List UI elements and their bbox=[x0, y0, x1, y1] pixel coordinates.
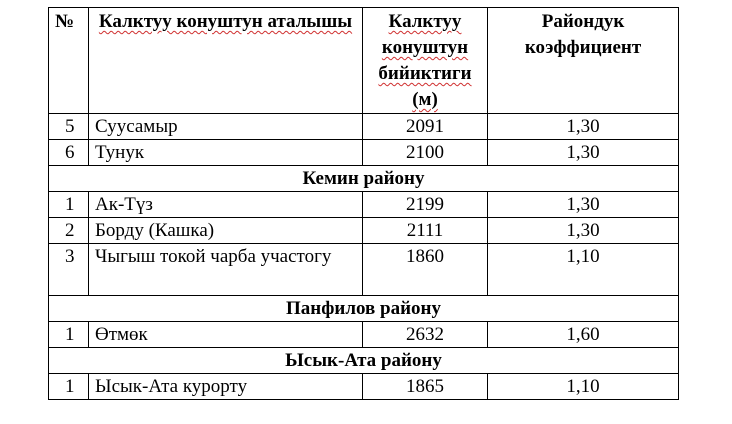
header-settlement-height-text: Калктуу конуштун бийиктиги (м) bbox=[378, 11, 472, 110]
header-settlement-height bbox=[363, 8, 488, 114]
district-header-row bbox=[49, 348, 679, 374]
header-number: № bbox=[49, 8, 89, 114]
row-settlement-name: Ак-Түз bbox=[89, 192, 363, 218]
row-settlement-name: Чыгыш токой чарба участогу bbox=[89, 244, 363, 296]
row-settlement-name: Өтмөк bbox=[89, 322, 363, 348]
district-name: Панфилов району bbox=[49, 296, 679, 322]
row-number: 3 bbox=[49, 244, 89, 296]
row-number: 1 bbox=[49, 192, 89, 218]
row-coefficient: 1,30 bbox=[488, 140, 679, 166]
row-coefficient: 1,30 bbox=[488, 114, 679, 140]
table-row bbox=[49, 244, 679, 296]
row-height: 1865 bbox=[363, 374, 488, 400]
row-height: 2632 bbox=[363, 322, 488, 348]
table-header-row bbox=[49, 8, 679, 114]
row-height: 1860 bbox=[363, 244, 488, 296]
row-height: 2091 bbox=[363, 114, 488, 140]
row-height: 2199 bbox=[363, 192, 488, 218]
row-settlement-name: Борду (Кашка) bbox=[89, 218, 363, 244]
header-settlement-name bbox=[89, 8, 363, 114]
table-row bbox=[49, 218, 679, 244]
row-height: 2100 bbox=[363, 140, 488, 166]
table-row bbox=[49, 374, 679, 400]
row-number: 2 bbox=[49, 218, 89, 244]
row-number: 5 bbox=[49, 114, 89, 140]
district-name: Ысык-Ата району bbox=[49, 348, 679, 374]
row-coefficient: 1,30 bbox=[488, 218, 679, 244]
district-header-row bbox=[49, 166, 679, 192]
header-settlement-name-text: Калктуу конуштун аталышы bbox=[98, 11, 353, 32]
row-number: 1 bbox=[49, 322, 89, 348]
table-row bbox=[49, 192, 679, 218]
row-coefficient: 1,60 bbox=[488, 322, 679, 348]
row-settlement-name: Ысык-Ата курорту bbox=[89, 374, 363, 400]
district-header-row bbox=[49, 296, 679, 322]
table-row bbox=[49, 140, 679, 166]
row-coefficient: 1,10 bbox=[488, 244, 679, 296]
row-coefficient: 1,10 bbox=[488, 374, 679, 400]
row-settlement-name: Тунук bbox=[89, 140, 363, 166]
row-settlement-name: Суусамыр bbox=[89, 114, 363, 140]
row-number: 1 bbox=[49, 374, 89, 400]
row-number: 6 bbox=[49, 140, 89, 166]
row-coefficient: 1,30 bbox=[488, 192, 679, 218]
table-row bbox=[49, 322, 679, 348]
row-height: 2111 bbox=[363, 218, 488, 244]
settlement-coefficient-table bbox=[48, 7, 679, 400]
table-row bbox=[49, 114, 679, 140]
header-district-coefficient: Райондук коэффициент bbox=[488, 8, 679, 114]
district-name: Кемин району bbox=[49, 166, 679, 192]
